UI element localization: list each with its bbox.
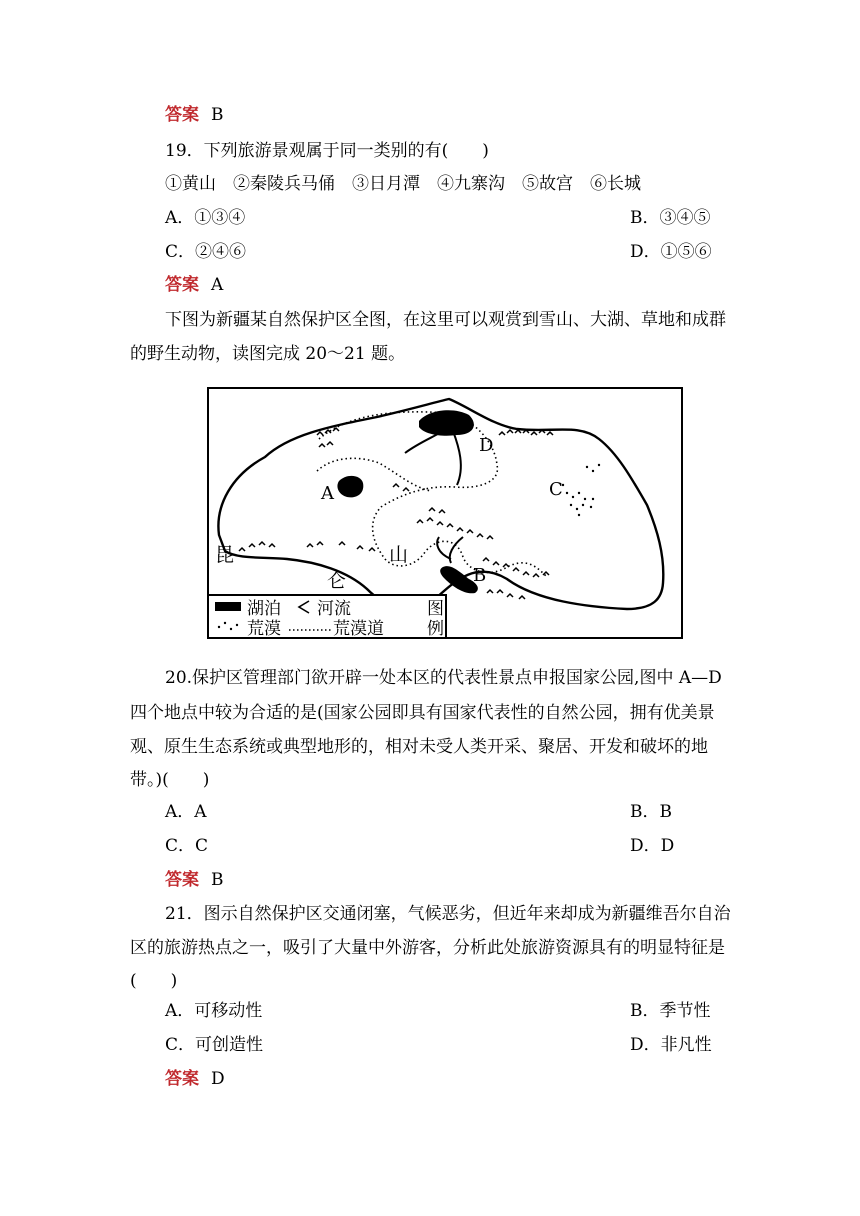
question-20-line-3: 观、原生生态系统或典型地形的，相对未受人类开采、聚居、开发和破坏的地 bbox=[130, 737, 708, 757]
mountain-char-3: 山 bbox=[389, 544, 409, 566]
answer-value: B bbox=[211, 105, 224, 125]
option-c: C．②④⑥ bbox=[165, 242, 247, 262]
question-21-line-1: 21．图示自然保护区交通闭塞，气候恶劣，但近年来却成为新疆维吾尔自治 bbox=[165, 904, 731, 924]
question-21-options-row2 bbox=[165, 1034, 712, 1056]
answer-value: B bbox=[211, 870, 224, 890]
point-label-b: B bbox=[473, 565, 487, 586]
map-legend bbox=[208, 595, 446, 639]
question-21-line-2: 区的旅游热点之一，吸引了大量中外游客，分析此处旅游资源具有的明显特征是 bbox=[130, 938, 725, 958]
question-20-options-row2 bbox=[165, 835, 675, 857]
intro-line-1: 下图为新疆某自然保护区全图，在这里可以观赏到雪山、大湖、草地和成群 bbox=[165, 310, 726, 330]
legend-title-1: 图 bbox=[427, 599, 444, 619]
legend-desert: 荒漠 bbox=[247, 619, 281, 639]
option-c: C．可创造性 bbox=[165, 1035, 264, 1055]
point-label-a: A bbox=[321, 483, 334, 504]
legend-river: 河流 bbox=[317, 599, 351, 619]
answer-label: 答案 bbox=[165, 1069, 199, 1089]
legend-lake: 湖泊 bbox=[247, 599, 281, 619]
option-d: D．D bbox=[630, 836, 675, 856]
option-b: B．季节性 bbox=[630, 1001, 711, 1021]
answer-line-19 bbox=[165, 274, 223, 296]
point-label-d: D bbox=[479, 435, 494, 456]
legend-title-2: 例 bbox=[427, 619, 444, 639]
answer-line-21 bbox=[165, 1068, 225, 1090]
question-19-options-row1 bbox=[165, 207, 711, 229]
legend-desert-road: 荒漠道 bbox=[333, 619, 384, 639]
answer-label: 答案 bbox=[165, 105, 199, 125]
question-21-line-3: ( ) bbox=[130, 971, 178, 991]
answer-value: D bbox=[211, 1069, 225, 1089]
question-20-options-row1 bbox=[165, 801, 672, 823]
point-label-c: C bbox=[549, 479, 563, 500]
answer-line-20 bbox=[165, 869, 224, 891]
question-19-stem: 19．下列旅游景观属于同一类别的有( ) bbox=[165, 141, 489, 161]
question-20-line-4: 带。)( ) bbox=[130, 770, 210, 790]
option-b: B．B bbox=[630, 802, 672, 822]
answer-label: 答案 bbox=[165, 870, 199, 890]
option-a: A．①③④ bbox=[165, 208, 246, 228]
option-a: A．A bbox=[165, 802, 207, 822]
question-19-items: ①黄山 ②秦陵兵马俑 ③日月潭 ④九寨沟 ⑤故宫 ⑥长城 bbox=[165, 174, 641, 194]
reserve-map bbox=[207, 387, 683, 639]
question-21-options-row1 bbox=[165, 1000, 711, 1022]
question-19-options-row2 bbox=[165, 241, 712, 263]
option-c: C．C bbox=[165, 836, 209, 856]
answer-value: A bbox=[211, 275, 224, 295]
option-d: D．非凡性 bbox=[630, 1035, 712, 1055]
option-a: A．可移动性 bbox=[165, 1001, 263, 1021]
question-20-line-2: 四个地点中较为合适的是(国家公园即具有国家代表性的自然公园，拥有优美景 bbox=[130, 703, 715, 723]
option-d: D．①⑤⑥ bbox=[630, 242, 712, 262]
mountain-char-1: 昆 bbox=[215, 544, 235, 566]
answer-label: 答案 bbox=[165, 275, 199, 295]
intro-line-2: 的野生动物，读图完成 20～21 题。 bbox=[130, 344, 406, 364]
option-b: B．③④⑤ bbox=[630, 208, 711, 228]
mountain-char-2: 仑 bbox=[327, 570, 347, 592]
question-20-line-1: 20.保护区管理部门欲开辟一处本区的代表性景点申报国家公园,图中 A—D bbox=[165, 668, 722, 688]
answer-line-18 bbox=[165, 104, 224, 126]
